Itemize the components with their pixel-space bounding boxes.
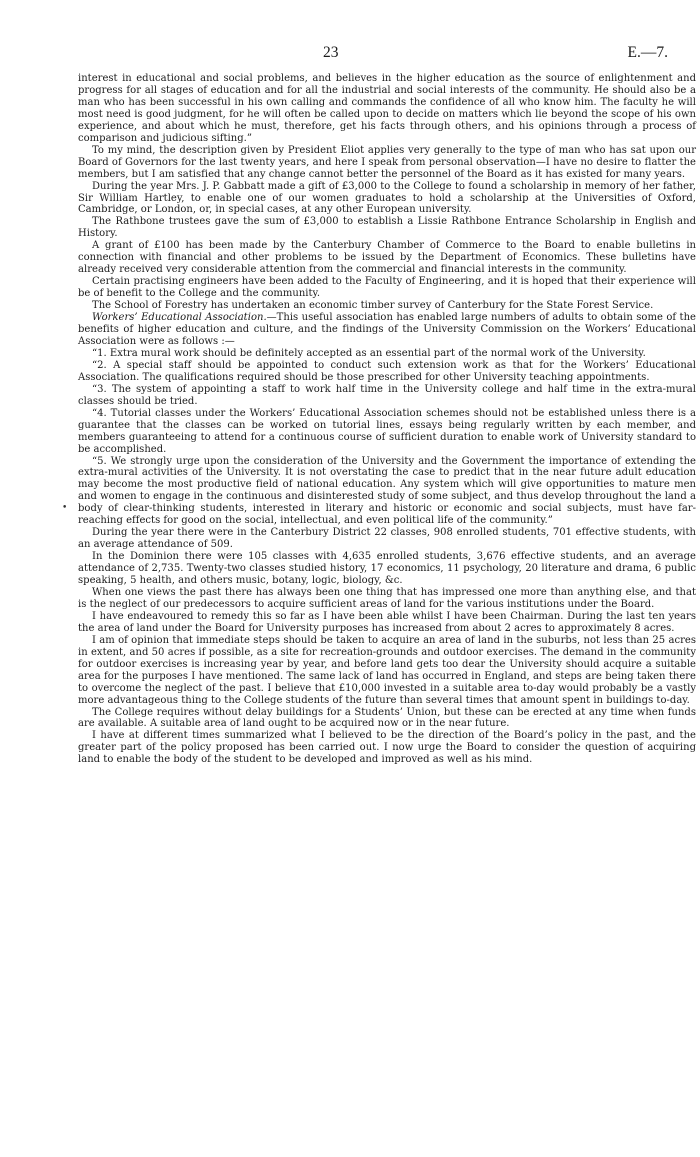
commission-finding: “1. Extra mural work should be definitely accepted as an essential part of the normal work of the University.: [92, 347, 646, 359]
paragraph: The College requires without delay buildings for a Students’ Union, but these can be erected at any time when funds are available. A suitable area of land ought to be acquired now or in the near future.: [78, 706, 696, 730]
paragraph: I am of opinion that immediate steps should be taken to acquire an area of land in the suburbs, not less than 25 acres in extent, and 50 acres if possible, as a site for recreation-grounds and outdoor exercises. The demand in the community for outdoor exercises is increasing year by year, and before land gets too dear the University should acquire a suitable area for the purposes I have mentioned. The same lack of land has occurred in England, and steps are being taken there to overcome the neglect of the past. I believe that £10,000 invested in a suitable area to-day would probably be a vastly more advantageous thing to the College students of the future than several times that amount spent in buildings to-day.: [78, 634, 696, 706]
commission-finding: “3. The system of appointing a staff to work half time in the University college and half time in the extra-mural classes should be tried.: [78, 383, 696, 407]
paragraph: In the Dominion there were 105 classes with 4,635 enrolled students, 3,676 effective students, and an average attendance of 2,735. Twenty-two classes studied history, 17 economics, 11 psychology, 20 literature and drama, 6 public speaking, 5 health, and others music, botany, logic, biology, &c.: [78, 551, 696, 587]
paragraph: A grant of £100 has been made by the Canterbury Chamber of Commerce to the Board to enable bulletins in connection with financial and other problems to be issued by the Department of Economics. These bulletins have already received very considerable attention from the commercial and financial interests in the community.: [78, 240, 696, 276]
paragraph: I have endeavoured to remedy this so far as I have been able whilst I have been Chairman. During the last ten years the area of land under the Board for University purposes has increased from about 2 acres to approximately 8 acres.: [78, 610, 696, 634]
paragraph: During the year there were in the Canterbury District 22 classes, 908 enrolled students, 701 effective students, with an average attendance of 509.: [78, 527, 696, 551]
workers-association-heading: Workers’ Educational Association.—: [92, 312, 277, 324]
paragraph-text: This useful association has enabled large numbers of adults to obtain some of the benefits of higher education and culture, and the findings of the University Commission on the Workers’ Educational Association were as follows :—: [78, 312, 696, 347]
margin-mark: •: [62, 503, 68, 513]
commission-finding: “5. We strongly urge upon the consideration of the University and the Government the importance of extending the extra-mural activities of the University. It is not overstating the case to predict that in the near future adult education may become the most productive field of national education. Any system which will give opportunities to mature men and women to engage in the continuous and disinterested study of some subject, and thus develop throughout the land a body of clear-thinking students, interested in literary and historic or economic and social subjects, must have far-reaching effects for good on the social, intellectual, and even political life of the community.”: [78, 455, 696, 527]
document-reference: E.—7.: [627, 44, 668, 61]
body-text: [78, 73, 696, 766]
paragraph-workers-association: [78, 312, 696, 348]
paragraph: When one views the past there has always been one thing that has impressed one more than anything else, and that is the neglect of our predecessors to acquire sufficient areas of land for the various institutions under the Board.: [78, 586, 696, 610]
page-number: 23: [323, 44, 339, 61]
paragraph: interest in educational and social problems, and believes in the higher education as the source of enlightenment and progress for all stages of education and for all the industrial and social interests of the community. He should also be a man who has been successful in his own calling and commands the confidence of all who know him. The faculty he will most need is good judgment, for he will often be called upon to decide on matters which lie beyond the scope of his own experience, and about which he must, therefore, get his facts through others, and his opinions through a process of comparison and judicious sifting.”: [78, 73, 696, 144]
paragraph: To my mind, the description given by President Eliot applies very generally to the type of man who has sat upon our Board of Governors for the last twenty years, and here I speak from personal observation—I have no desire to flatter the members, but I am satisfied that any change cannot better the personnel of the Board as it has existed for many years.: [78, 144, 696, 180]
commission-finding: “4. Tutorial classes under the Workers’ Educational Association schemes should not be established unless there is a guarantee that the classes can be worked on tutorial lines, essays being regularly written by each member, and members guaranteeing to attend for a continuous course of sufficient duration to enable work of University standard to be accomplished.: [78, 407, 696, 455]
page-header: [0, 44, 700, 64]
paragraph: Certain practising engineers have been added to the Faculty of Engineering, and it is hoped that their experience will be of benefit to the College and the community.: [78, 276, 696, 300]
paragraph: During the year Mrs. J. P. Gabbatt made a gift of £3,000 to the College to found a scholarship in memory of her father, Sir William Hartley, to enable one of our women graduates to hold a scholarship at the Universities of Oxford, Cambridge, or London, or, in special cases, at any other European university.: [78, 180, 696, 216]
paragraph: The School of Forestry has undertaken an economic timber survey of Canterbury for the State Forest Service.: [92, 300, 654, 312]
commission-finding: “2. A special staff should be appointed to conduct such extension work as that for the Workers’ Educational Association. The qualifications required should be those prescribed for other University teaching appointments.: [78, 359, 696, 383]
paragraph: The Rathbone trustees gave the sum of £3,000 to establish a Lissie Rathbone Entrance Scholarship in English and History.: [78, 216, 696, 240]
paragraph: I have at different times summarized what I believed to be the direction of the Board’s policy in the past, and the greater part of the policy proposed has been carried out. I now urge the Board to consider the question of acquiring land to enable the body of the student to be developed and improved as well as his mind.: [78, 730, 696, 766]
